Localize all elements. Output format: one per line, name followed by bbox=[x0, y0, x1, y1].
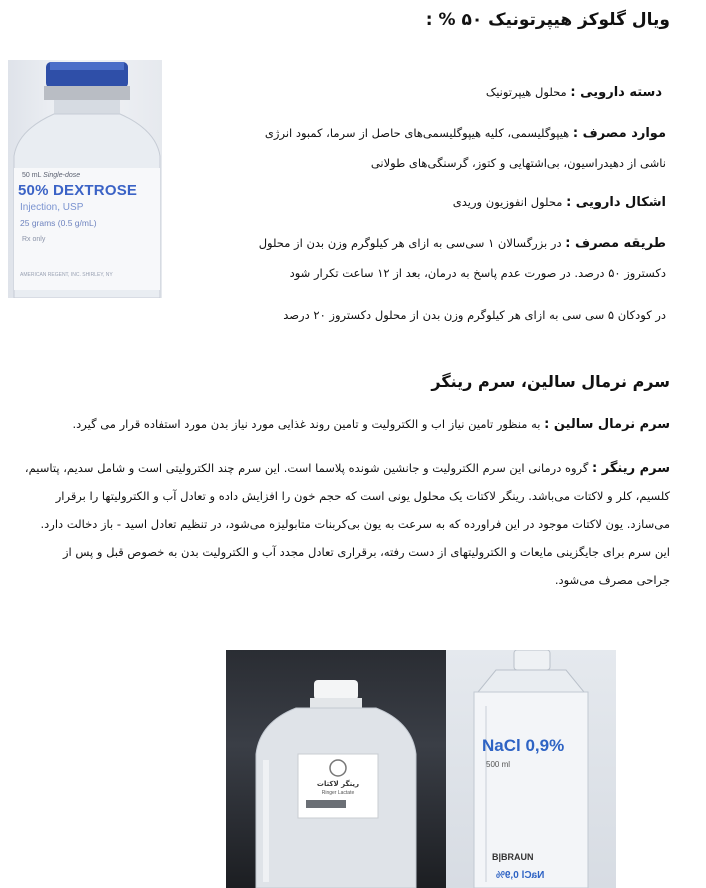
saline-value: به منظور تامین نیاز اب و الکترولیت و تامین روند غذایی مورد نیاز بدن مورد استفاده قرار می گیرد. bbox=[72, 417, 541, 431]
forms-label: اشکال دارویی : bbox=[566, 195, 666, 210]
vial-dose-note: Single-dose bbox=[43, 172, 81, 179]
saline-bag-name: NaCl 0,9% bbox=[482, 736, 565, 755]
saline-bag-photo bbox=[446, 650, 616, 888]
ringer-bottle-photo bbox=[226, 650, 446, 888]
saline-bag-volume: 500 ml bbox=[486, 760, 511, 769]
section1-title: ویال گلوکز هیپرتونیک ۵۰ % : bbox=[425, 10, 670, 30]
ringer-value-2: کلسیم، کلر و لاکتات می‌باشد. رینگر لاکتات یک محلول یونی است که حجم خون را افزایش داده و تعادل آب و الکترولیتها را برقرار bbox=[55, 489, 670, 503]
vial-name: 50% DEXTROSE bbox=[18, 182, 138, 199]
ringer-bottle-name: رینگر لاکتات bbox=[316, 780, 360, 788]
indications-label: موارد مصرف : bbox=[572, 126, 666, 141]
indications-value-2: ناشی از دهیدراسیون، بی‌اشتهایی و کتوز، گرسنگی‌های طولانی bbox=[370, 156, 666, 170]
saline-bag-mirror-label: NaCl 0,9% bbox=[496, 870, 545, 881]
category-value: محلول هیپرتونیک bbox=[485, 85, 567, 99]
ringer-row bbox=[25, 461, 670, 476]
vial-strength: 25 grams (0.5 g/mL) bbox=[20, 218, 97, 228]
ringer-barcode bbox=[306, 800, 346, 808]
usage-row bbox=[259, 236, 666, 251]
vial-rx: Rx only bbox=[22, 236, 46, 243]
forms-value: محلول انفوزیون وریدی bbox=[452, 195, 563, 209]
saline-label: سرم نرمال سالین : bbox=[544, 417, 670, 432]
usage-value-1: در بزرگسالان ۱ سی‌سی به ازای هر کیلوگرم وزن بدن از محلول bbox=[258, 236, 562, 250]
usage-label: طریقه مصرف : bbox=[565, 236, 666, 251]
ringer-value-5: جراحی مصرف می‌شود. bbox=[554, 573, 670, 587]
saline-row bbox=[72, 417, 670, 432]
vial-type: Injection, USP bbox=[20, 202, 84, 213]
usage-value-2: دکستروز ۵۰ درصد. در صورت عدم پاسخ به درمان، بعد از ۱۲ ساعت تکرار شود bbox=[289, 266, 666, 280]
ringer-bottle-drawing bbox=[226, 650, 446, 888]
indications-value-1: هیپوگلیسمی، کلیه هیپوگلیسمی‌های حاصل از سرما، کمبود انرژی bbox=[264, 126, 570, 140]
ringer-value-1: گروه درمانی این سرم الکترولیت و جانشین شونده پلاسما است. این سرم چند الکترولیتی است و شامل سدیم، پتاسیم، bbox=[24, 461, 589, 475]
ringer-bottle-line: Ringer Lactate bbox=[321, 790, 355, 796]
section2-title: سرم نرمال سالین، سرم رینگر bbox=[431, 372, 670, 391]
ringer-label: سرم رینگر : bbox=[592, 461, 670, 476]
saline-bag-maker: B|BRAUN bbox=[492, 852, 534, 862]
category-label: دسته دارویی : bbox=[570, 85, 662, 100]
indications-row bbox=[265, 126, 666, 141]
vial-maker: AMERICAN REGENT, INC. SHIRLEY, NY bbox=[20, 272, 113, 278]
category-row bbox=[486, 85, 662, 100]
usage-value-3: در کودکان ۵ سی سی به ازای هر کیلوگرم وزن بدن از محلول دکستروز ۲۰ درصد bbox=[283, 308, 666, 322]
forms-row bbox=[453, 195, 666, 210]
vial-volume: 50 mL bbox=[22, 172, 42, 179]
dextrose-vial-drawing bbox=[8, 60, 162, 298]
dextrose-vial-photo bbox=[8, 60, 162, 298]
ringer-value-3: می‌سازد. یون لاکتات موجود در این فراورده که به سرعت به یون بی‌کربنات متابولیزه می‌شود، در تنظیم تعادل اسید - باز دخالت دارد. bbox=[40, 517, 670, 531]
ringer-value-4: این سرم برای جایگزینی مایعات و الکترولیتهای از دست رفته، برقراری تعادل مجدد آب و الکترولیت بدن به خصوص قبل و پس از bbox=[62, 545, 670, 559]
